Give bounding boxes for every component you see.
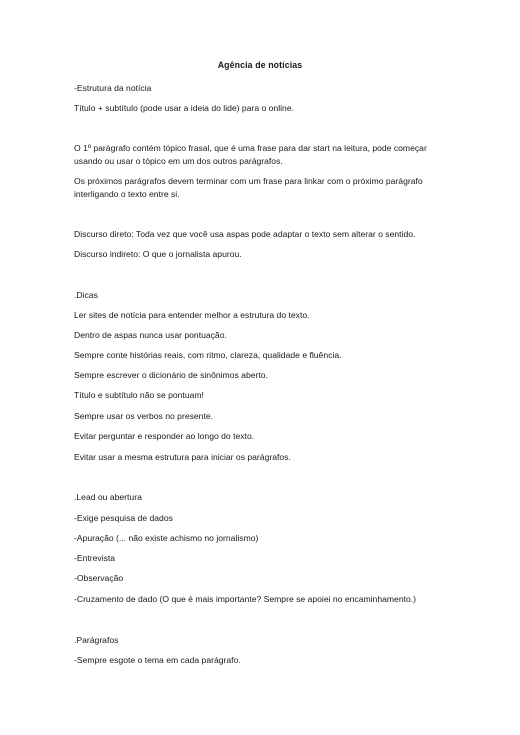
dicas-item: Ler sites de notícia para entender melhor a estrutura do texto.	[74, 310, 310, 320]
titulo-subtitulo-text: Título + subtítulo (pode usar a ideia do lide) para o online.	[74, 103, 294, 113]
estrutura-heading: -Estrutura da notícia	[74, 83, 152, 93]
paragrafo1-line2: usando ou usar o tópico em um dos outros parágrafos.	[74, 156, 283, 166]
lead-item: -Observação	[74, 573, 124, 583]
dicas-item: Evitar perguntar e responder ao longo do texto.	[74, 431, 255, 441]
lead-item: -Entrevista	[74, 553, 116, 563]
paragrafos-item: -Sempre esgote o tema em cada parágrafo.	[74, 655, 241, 665]
paragrafo1-line1: O 1º parágrafo contém tópico frasal, que é uma frase para dar start na leitura, pode começar	[74, 143, 427, 153]
dicas-item: Sempre conte histórias reais, com ritmo, clareza, qualidade e fluência.	[74, 350, 342, 360]
dicas-item: Sempre usar os verbos no presente.	[74, 411, 214, 421]
discurso-indireto-text: Discurso indireto: O que o jornalista apurou.	[74, 249, 242, 259]
dicas-item: Evitar usar a mesma estrutura para iniciar os parágrafos.	[74, 452, 291, 462]
document-title: Agência de notícias	[217, 60, 303, 70]
dicas-item: Sempre escrever o dicionário de sinônimos aberto.	[74, 370, 268, 380]
paragrafos-line2: interligando o texto entre si.	[74, 189, 180, 199]
paragrafos-line1: Os próximos parágrafos devem terminar com um frase para linkar com o próximo parágrafo	[74, 176, 423, 186]
lead-heading: .Lead ou abertura	[74, 492, 142, 502]
discurso-direto-text: Discurso direto: Toda vez que você usa aspas pode adaptar o texto sem alterar o sentido.	[74, 229, 416, 239]
dicas-item: Dentro de aspas nunca usar pontuação.	[74, 330, 227, 340]
lead-item: -Cruzamento de dado (O que é mais importante? Sempre se apoiei no encaminhamento.)	[74, 594, 417, 604]
lead-item: -Exige pesquisa de dados	[74, 513, 173, 523]
dicas-item: Título e subtítulo não se pontuam!	[74, 390, 204, 400]
lead-item: -Apuração (... não existe achismo no jornalismo)	[74, 533, 259, 543]
dicas-heading: .Dicas	[74, 290, 98, 300]
paragrafos-heading: .Parágrafos	[74, 635, 119, 645]
